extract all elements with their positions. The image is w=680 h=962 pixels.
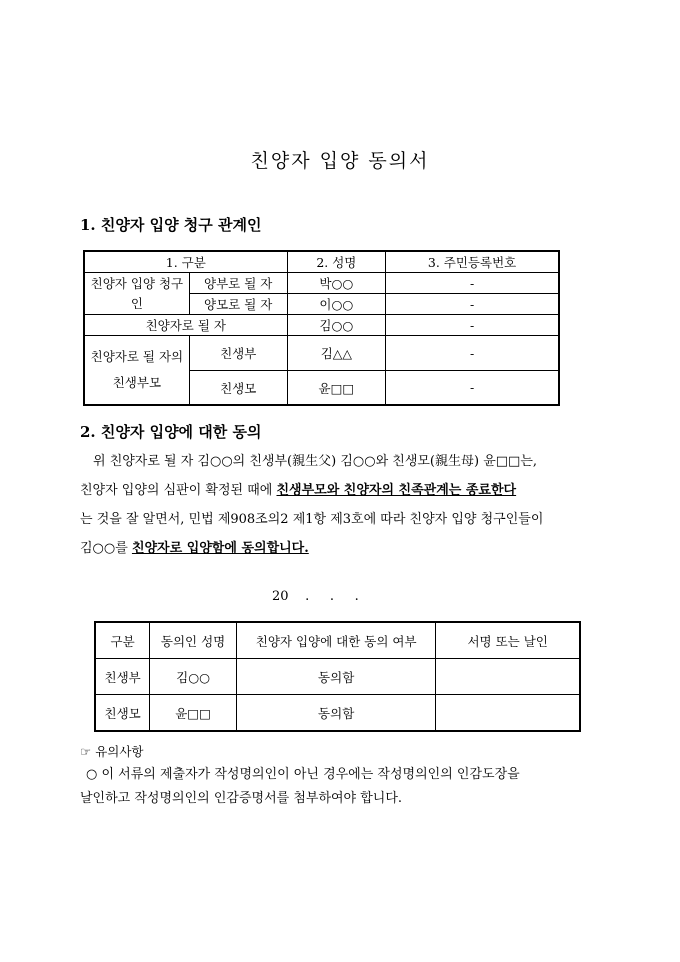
header-role: 구분 [95,622,150,659]
header-signature: 서명 또는 날인 [436,622,580,659]
section1-heading: 1. 친양자 입양 청구 관계인 [80,216,262,234]
table-header-row [95,622,580,659]
bio-mother-label: 친생모 [189,371,287,406]
header-category: 1. 구분 [84,251,287,273]
consent-cell: 동의함 [236,695,435,732]
adoptive-father-label: 양부로 될 자 [189,273,287,294]
bio-parents-group-label: 친양자로 될 자의 친생부모 [84,336,189,406]
child-name: 김○○ [287,315,386,336]
paragraph-line: 는 것을 잘 알면서, 민법 제908조의2 제1항 제3호에 따라 친양자 입양 청구인들이 [80,512,544,527]
notice-heading: 유의사항 [95,744,144,759]
table-row [84,315,559,336]
adoptive-father-id: - [386,273,559,294]
adoptive-mother-name: 이○○ [287,294,386,315]
consent-cell: 동의함 [236,659,435,695]
notice-heading-row [80,742,144,760]
header-consenter-name: 동의인 성명 [150,622,237,659]
child-id: - [386,315,559,336]
role-cell: 친생모 [95,695,150,732]
relations-table [83,250,560,406]
paragraph-line [80,476,612,505]
paragraph-text: 김○○를 [80,541,132,556]
table-row [84,336,559,371]
bio-father-name: 김△△ [287,336,386,371]
bio-mother-id: - [386,371,559,406]
child-label: 친양자로 될 자 [84,315,287,336]
signature-cell[interactable] [436,695,580,732]
notice-body [80,763,612,811]
adoptive-mother-label: 양모로 될 자 [189,294,287,315]
adoptive-father-name: 박○○ [287,273,386,294]
paragraph-line: 위 친양자로 될 자 김○○의 친생부(親生父) 김○○와 친생모(親生母) 윤□□는, [93,454,538,469]
emphasis-text: 친양자로 입양함에 동의합니다. [131,541,309,556]
date-line: 20 . . . [272,589,359,604]
section2-heading: 2. 친양자 입양에 대한 동의 [80,423,262,441]
signature-cell[interactable] [436,659,580,695]
emphasis-text: 친생부모와 친양자의 친족관계는 종료한다 [276,483,517,498]
pointing-hand-icon: ☞ [80,744,92,759]
role-cell: 친생부 [95,659,150,695]
name-cell: 윤□□ [150,695,237,732]
bio-father-label: 친생부 [189,336,287,371]
table-row [95,659,580,695]
table-header-row [84,251,559,273]
bio-father-id: - [386,336,559,371]
bio-mother-name: 윤□□ [287,371,386,406]
header-name: 2. 성명 [287,251,386,273]
notice-line: ○ 이 서류의 제출자가 작성명의인이 아닌 경우에는 작성명의인의 인감도장을 [86,767,520,782]
table-row [95,695,580,732]
header-consent-status: 친양자 입양에 대한 동의 여부 [236,622,435,659]
paragraph-line [80,534,612,563]
document-title: 친양자 입양 동의서 [250,150,430,172]
consent-table [94,621,581,732]
header-rrn: 3. 주민등록번호 [386,251,559,273]
table-row [84,273,559,294]
name-cell: 김○○ [150,659,237,695]
adoptive-mother-id: - [386,294,559,315]
claimant-group-label: 친양자 입양 청구인 [84,273,189,315]
notice-line: 날인하고 작성명의인의 인감증명서를 첨부하여야 합니다. [80,791,403,806]
consent-paragraph [80,447,612,563]
paragraph-text: 친양자 입양의 심판이 확정된 때에 [80,483,277,498]
